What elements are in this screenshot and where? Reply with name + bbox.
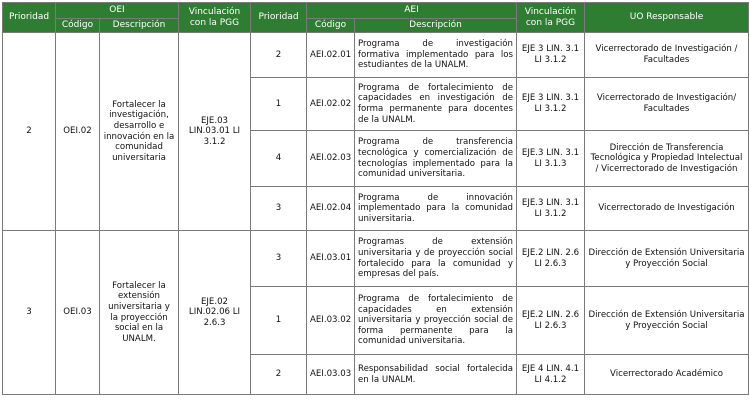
aei-codigo: AEI.02.03 <box>307 131 355 187</box>
oei-codigo: OEI.03 <box>56 231 100 395</box>
aei-codigo: AEI.02.01 <box>307 33 355 78</box>
aei-vinculacion: EJE 3 LIN. 3.1 LI 3.1.2 <box>517 33 585 78</box>
aei-descripcion: Programa de fortalecimiento de capacidades en investigación de forma permanente para docentes de la UNALM. <box>355 78 517 131</box>
aei-prioridad: 4 <box>251 131 307 187</box>
aei-descripcion: Programa de innovación implementado para la comunidad universitaria. <box>355 187 517 231</box>
aei-descripcion: Programa de transferencia tecnológica y comercialización de tecnologías implementado para la comunidad universitaria. <box>355 131 517 187</box>
header-oei-descripcion: Descripción <box>100 19 179 33</box>
table-row <box>3 33 749 78</box>
oei-prioridad: 2 <box>3 33 56 231</box>
aei-codigo: AEI.03.01 <box>307 231 355 287</box>
header-oei-codigo: Código <box>56 19 100 33</box>
header-vinculacion-aei: Vinculación con la PGG <box>517 3 585 33</box>
aei-descripcion: Programas de extensión universitaria y de proyección social fortalecido para la comunidad y empresas del país. <box>355 231 517 287</box>
table-row <box>3 231 749 287</box>
aei-vinculacion: EJE.2 LIN. 2.6 LI 2.6.3 <box>517 231 585 287</box>
oei-aei-table <box>2 2 749 395</box>
aei-vinculacion: EJE.3 LIN. 3.1 LI 3.1.3 <box>517 131 585 187</box>
aei-vinculacion: EJE.2 LIN. 2.6 LI 2.6.3 <box>517 287 585 355</box>
aei-prioridad: 1 <box>251 78 307 131</box>
oei-vinculacion: EJE.02 LIN.02.06 LI 2.6.3 <box>179 231 251 395</box>
oei-descripcion: Fortalecer la extensión universitaria y la proyección social en la UNALM. <box>100 231 179 395</box>
aei-vinculacion: EJE 3 LIN. 3.1 LI 3.1.2 <box>517 78 585 131</box>
uo-responsable: Dirección de Transferencia Tecnológica y Propiedad Intelectual / Vicerrectorado de Investigación <box>585 131 749 187</box>
header-prioridad: Prioridad <box>3 3 56 33</box>
oei-vinculacion: EJE.03 LIN.03.01 LI 3.1.2 <box>179 33 251 231</box>
uo-responsable: Dirección de Extensión Universitaria y Proyección Social <box>585 231 749 287</box>
aei-codigo: AEI.02.04 <box>307 187 355 231</box>
oei-prioridad: 3 <box>3 231 56 395</box>
header-aei: AEI <box>307 3 517 19</box>
oei-codigo: OEI.02 <box>56 33 100 231</box>
header-vinculacion-oei: Vinculación con la PGG <box>179 3 251 33</box>
header-aei-descripcion: Descripción <box>355 19 517 33</box>
aei-prioridad: 2 <box>251 33 307 78</box>
uo-responsable: Dirección de Extensión Universitaria y Proyección Social <box>585 287 749 355</box>
uo-responsable: Vicerrectorado de Investigación <box>585 187 749 231</box>
header-uo-responsable: UO Responsable <box>585 3 749 33</box>
aei-prioridad: 3 <box>251 231 307 287</box>
uo-responsable: Vicerrectorado de Investigación/ Facultades <box>585 78 749 131</box>
aei-descripcion: Responsabilidad social fortalecida en la UNALM. <box>355 355 517 395</box>
aei-codigo: AEI.03.02 <box>307 287 355 355</box>
aei-codigo: AEI.03.03 <box>307 355 355 395</box>
aei-codigo: AEI.02.02 <box>307 78 355 131</box>
aei-vinculacion: EJE.3 LIN. 3.1 LI 3.1.2 <box>517 187 585 231</box>
aei-descripcion: Programa de investigación formativa implementado para los estudiantes de la UNALM. <box>355 33 517 78</box>
aei-prioridad: 1 <box>251 287 307 355</box>
header-prioridad-aei: Prioridad <box>251 3 307 33</box>
oei-descripcion: Fortalecer la investigación, desarrollo e innovación en la comunidad universitaria <box>100 33 179 231</box>
uo-responsable: Vicerrectorado de Investigación / Facultades <box>585 33 749 78</box>
aei-prioridad: 2 <box>251 355 307 395</box>
header-oei: OEI <box>56 3 179 19</box>
aei-vinculacion: EJE 4 LIN. 4.1 LI 4.1.2 <box>517 355 585 395</box>
aei-descripcion: Programa de fortalecimiento de capacidades en extensión universitaria y proyección social de forma permanente para la comunidad universitaria. <box>355 287 517 355</box>
aei-prioridad: 3 <box>251 187 307 231</box>
uo-responsable: Vicerrectorado Académico <box>585 355 749 395</box>
header-aei-codigo: Código <box>307 19 355 33</box>
